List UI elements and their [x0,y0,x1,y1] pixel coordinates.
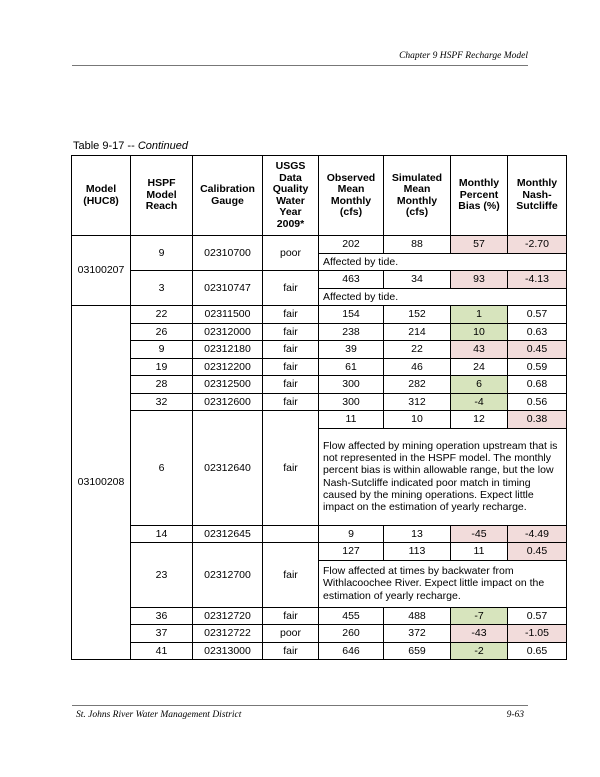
table-row [72,411,567,429]
footer-organization: St. Johns River Water Management District [76,710,242,720]
table-row [72,393,567,411]
note-cell: Flow affected at times by backwater from Withlacoochee River. Expect little impact on the estimation of yearly recharge. [319,560,567,607]
nash-cell: 0.57 [508,306,567,324]
quality-cell [263,525,319,543]
bias-cell: 10 [451,323,508,341]
table-row [72,341,567,359]
observed-cell: 61 [319,358,384,376]
bias-cell: -45 [451,525,508,543]
gauge-cell: 02312700 [193,543,263,608]
nash-cell: -4.13 [508,271,567,289]
simulated-cell: 488 [384,607,451,625]
table-row [72,271,567,289]
quality-cell: fair [263,358,319,376]
quality-cell: fair [263,642,319,660]
table-caption [73,140,188,152]
note-cell: Affected by tide. [319,288,567,306]
bias-cell: 12 [451,411,508,429]
table-row [72,306,567,324]
bias-cell: -2 [451,642,508,660]
simulated-cell: 88 [384,236,451,254]
bias-cell: -4 [451,393,508,411]
nash-cell: 0.57 [508,607,567,625]
quality-cell: poor [263,236,319,271]
header-simulated: Simulated Mean Monthly (cfs) [384,156,451,236]
nash-cell: 0.59 [508,358,567,376]
header-model: Model (HUC8) [72,156,131,236]
reach-cell: 9 [131,341,193,359]
reach-cell: 37 [131,625,193,643]
header-bias: Monthly Percent Bias (%) [451,156,508,236]
gauge-cell: 02312500 [193,376,263,394]
calibration-table [71,155,567,660]
reach-cell: 28 [131,376,193,394]
simulated-cell: 34 [384,271,451,289]
gauge-cell: 02312180 [193,341,263,359]
caption-continued: Continued [137,140,188,152]
quality-cell: fair [263,341,319,359]
header-gauge: Calibration Gauge [193,156,263,236]
bias-cell: 6 [451,376,508,394]
quality-cell: fair [263,607,319,625]
caption-prefix: Table 9-17 -- [73,140,138,152]
running-header: Chapter 9 HSPF Recharge Model [399,51,528,61]
quality-cell: fair [263,323,319,341]
reach-cell: 22 [131,306,193,324]
quality-cell: fair [263,393,319,411]
gauge-cell: 02313000 [193,642,263,660]
nash-cell: 0.45 [508,341,567,359]
observed-cell: 202 [319,236,384,254]
bias-cell: -7 [451,607,508,625]
simulated-cell: 46 [384,358,451,376]
simulated-cell: 113 [384,543,451,561]
gauge-cell: 02310747 [193,271,263,306]
gauge-cell: 02312722 [193,625,263,643]
simulated-cell: 152 [384,306,451,324]
table-row [72,525,567,543]
bias-cell: 43 [451,341,508,359]
gauge-cell: 02311500 [193,306,263,324]
model-cell: 03100207 [72,236,131,306]
bias-cell: 93 [451,271,508,289]
table-row [72,376,567,394]
observed-cell: 9 [319,525,384,543]
observed-cell: 39 [319,341,384,359]
simulated-cell: 312 [384,393,451,411]
nash-cell: 0.65 [508,642,567,660]
reach-cell: 3 [131,271,193,306]
observed-cell: 463 [319,271,384,289]
simulated-cell: 372 [384,625,451,643]
header-quality: USGS Data Quality Water Year 2009* [263,156,319,236]
quality-cell: fair [263,306,319,324]
nash-cell: 0.63 [508,323,567,341]
page-number: 9-63 [506,710,524,720]
observed-cell: 154 [319,306,384,324]
observed-cell: 11 [319,411,384,429]
reach-cell: 9 [131,236,193,271]
gauge-cell: 02312600 [193,393,263,411]
bias-cell: 11 [451,543,508,561]
simulated-cell: 214 [384,323,451,341]
note-cell: Affected by tide. [319,253,567,271]
bias-cell: 1 [451,306,508,324]
observed-cell: 455 [319,607,384,625]
reach-cell: 26 [131,323,193,341]
nash-cell: -2.70 [508,236,567,254]
quality-cell: fair [263,543,319,608]
reach-cell: 14 [131,525,193,543]
gauge-cell: 02312200 [193,358,263,376]
bias-cell: 57 [451,236,508,254]
reach-cell: 32 [131,393,193,411]
observed-cell: 646 [319,642,384,660]
header-reach: HSPF Model Reach [131,156,193,236]
gauge-cell: 02310700 [193,236,263,271]
reach-cell: 6 [131,411,193,526]
header-nash: Monthly Nash-Sutcliffe [508,156,567,236]
nash-cell: -1.05 [508,625,567,643]
nash-cell: 0.38 [508,411,567,429]
observed-cell: 300 [319,393,384,411]
observed-cell: 127 [319,543,384,561]
table-row [72,236,567,254]
nash-cell: 0.68 [508,376,567,394]
gauge-cell: 02312640 [193,411,263,526]
quality-cell: fair [263,271,319,306]
observed-cell: 260 [319,625,384,643]
table-header-row [72,156,567,236]
model-cell: 03100208 [72,306,131,660]
table-row [72,607,567,625]
simulated-cell: 10 [384,411,451,429]
quality-cell: fair [263,411,319,526]
quality-cell: fair [263,376,319,394]
simulated-cell: 659 [384,642,451,660]
reach-cell: 23 [131,543,193,608]
observed-cell: 300 [319,376,384,394]
footer-rule [72,705,528,706]
simulated-cell: 13 [384,525,451,543]
table-row [72,358,567,376]
quality-cell: poor [263,625,319,643]
nash-cell: -4.49 [508,525,567,543]
simulated-cell: 282 [384,376,451,394]
table-row [72,625,567,643]
reach-cell: 41 [131,642,193,660]
table-row [72,543,567,561]
gauge-cell: 02312645 [193,525,263,543]
note-cell: Flow affected by mining operation upstream that is not represented in the HSPF model. The monthly percent bias is within allowable range, but the low Nash-Sutcliffe indicated poor match in timing caused by the mining operations. Expect little impact on the estimation of yearly recharge. [319,428,567,525]
observed-cell: 238 [319,323,384,341]
gauge-cell: 02312720 [193,607,263,625]
table-row [72,642,567,660]
gauge-cell: 02312000 [193,323,263,341]
header-rule [72,65,528,66]
nash-cell: 0.56 [508,393,567,411]
simulated-cell: 22 [384,341,451,359]
bias-cell: -43 [451,625,508,643]
reach-cell: 19 [131,358,193,376]
header-observed: Observed Mean Monthly (cfs) [319,156,384,236]
table-row [72,323,567,341]
reach-cell: 36 [131,607,193,625]
bias-cell: 24 [451,358,508,376]
nash-cell: 0.45 [508,543,567,561]
